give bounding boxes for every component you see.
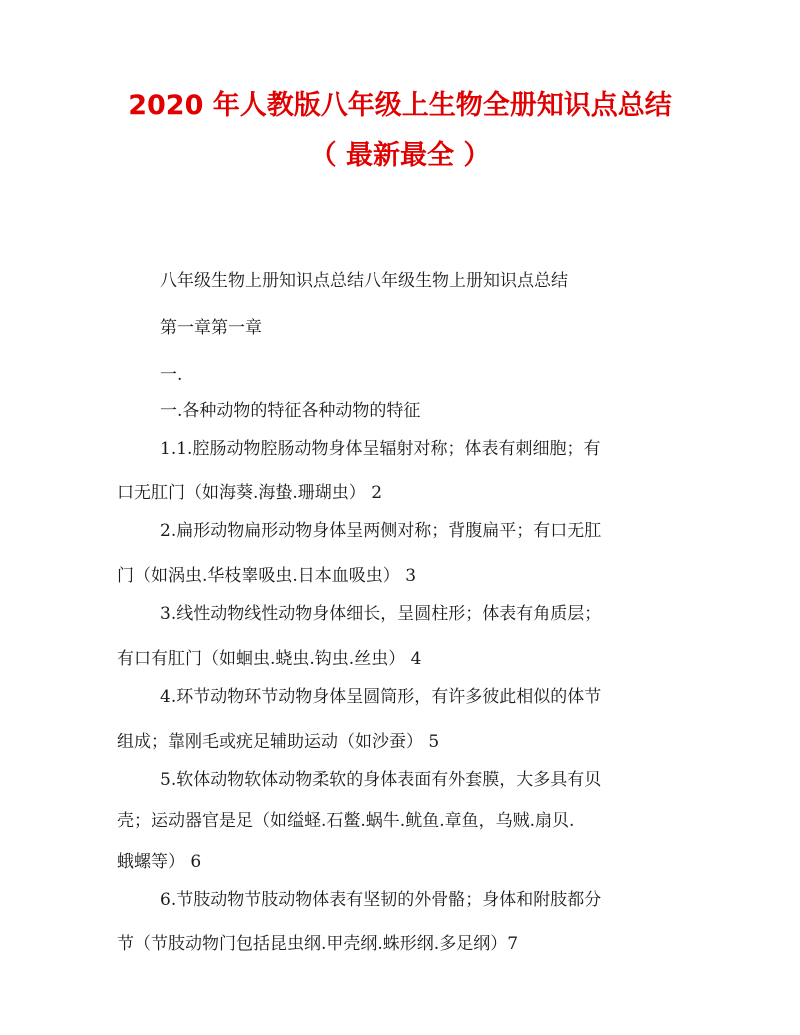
section-heading: 一.各种动物的特征各种动物的特征 — [160, 401, 421, 421]
text-line: 5.软体动物软体动物柔软的身体表面有外套膜，大多具有贝 — [160, 770, 602, 790]
text-line: 蛾螺等） 6 — [117, 852, 202, 872]
chapter-heading: 第一章第一章 — [160, 318, 262, 338]
text-line: 组成；靠刚毛或疣足辅助运动（如沙蚕） 5 — [117, 732, 440, 752]
document-subtitle: （ 最新最全 ） — [309, 140, 491, 171]
text-line: 口无肛门（如海葵.海蛰.珊瑚虫） 2 — [117, 483, 383, 503]
text-line: 节（节肢动物门包括昆虫纲.甲壳纲.蛛形纲.多足纲）7 — [117, 934, 519, 954]
document-title: 2020 年人教版八年级上生物全册知识点总结 — [128, 90, 672, 121]
text-line: 有口有肛门（如蛔虫.蛲虫.钩虫.丝虫） 4 — [117, 649, 422, 669]
text-line: 2.扁形动物扁形动物身体呈两侧对称；背腹扁平；有口无肛 — [160, 521, 602, 541]
text-line: 6.节肢动物节肢动物体表有坚韧的外骨骼；身体和附肢都分 — [160, 890, 602, 910]
text-line: 壳；运动器官是足（如缢蛏.石鳖.蜗牛.鱿鱼.章鱼，乌贼.扇贝. — [117, 811, 575, 831]
text-line: 3.线性动物线性动物身体细长，呈圆柱形；体表有角质层； — [160, 604, 602, 624]
text-line: 1.1.腔肠动物腔肠动物身体呈辐射对称；体表有刺细胞；有 — [160, 439, 601, 459]
section-number: 一. — [160, 365, 183, 385]
text-line: 门（如涡虫.华枝睾吸虫.日本血吸虫） 3 — [117, 566, 417, 586]
text-line: 4.环节动物环节动物身体呈圆筒形，有许多彼此相似的体节 — [160, 687, 602, 707]
paragraph-heading: 八年级生物上册知识点总结八年级生物上册知识点总结 — [160, 271, 568, 291]
